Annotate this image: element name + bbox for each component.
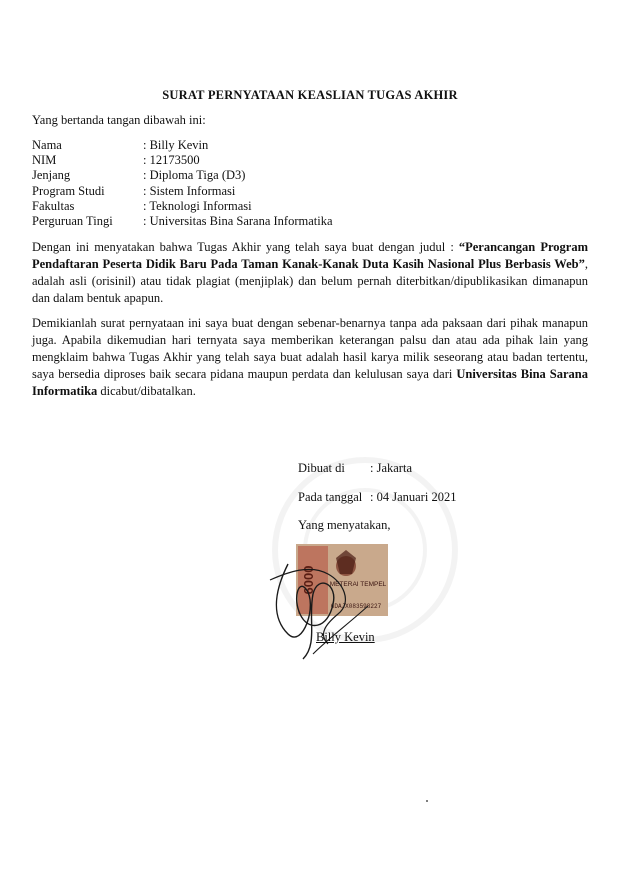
identity-value: : Sistem Informasi (143, 183, 236, 198)
date-value: : 04 Januari 2021 (370, 490, 457, 504)
identity-row (32, 153, 333, 168)
place-value: : Jakarta (370, 461, 412, 475)
place-row (298, 461, 412, 476)
identity-label: Jenjang (32, 168, 71, 183)
declaration-text: Dengan ini menyatakan bahwa Tugas Akhir yang telah saya buat dengan judul : (32, 240, 459, 254)
university-name: Universitas Bina Sarana Informatika (32, 367, 588, 398)
identity-label: Nama (32, 138, 62, 152)
place-label: Dibuat di (298, 461, 345, 475)
identity-table (32, 138, 333, 229)
signer-name: Billy Kevin (316, 630, 375, 644)
identity-row (32, 184, 333, 199)
date-label: Pada tanggal (298, 490, 363, 504)
stamp-code: 6DAJX083598227 (330, 603, 382, 610)
identity-label: NIM (32, 153, 57, 168)
handwritten-signature (258, 544, 408, 664)
stamp-amount: 6000 (301, 565, 316, 595)
identity-value: : 12173500 (143, 153, 200, 168)
thesis-title: “Perancangan Program Pendaftaran Peserta Didik Baru Pada Taman Kanak-Kanak Duta Kasih Nasional Plus Berbasis Web” (32, 240, 588, 271)
identity-value: : Diploma Tiga (D3) (143, 168, 246, 183)
identity-label: Fakultas (32, 198, 75, 213)
intro-text: Yang bertanda tangan dibawah ini: (32, 113, 206, 127)
declaration-text-end: , adalah asli (orisinil) atau tidak plagiat (menjiplak) dan belum pernah diterbitkan/dipublikasikan dimanapun dan dalam bentuk apapun. (32, 257, 588, 305)
identity-value: : Universitas Bina Sarana Informatika (143, 214, 333, 229)
closing-text: Yang menyatakan, (298, 518, 391, 532)
identity-value: : Billy Kevin (143, 138, 209, 152)
stamp-label: METERAI TEMPEL (329, 581, 387, 588)
declaration-paragraph (32, 239, 588, 307)
consequence-paragraph (32, 315, 588, 400)
consequence-text: Demikianlah surat pernyataan ini saya buat dengan sebenar-benarnya tanpa ada paksaan dari pihak manapun juga. Apabila dikemudian hari ternyata saya memberikan keterangan palsu dan atau ada pihak lain yang mengklaim bahwa Tugas Akhir yang telah saya buat adalah hasil karya milik seseorang atau badan tertentu, saya bersedia diproses baik secara pidana maupun perdata dan kelulusan saya dari (32, 316, 588, 381)
identity-label: Program Studi (32, 183, 105, 198)
identity-label: Perguruan Tingi (32, 214, 113, 229)
identity-row (32, 168, 333, 183)
identity-value: : Teknologi Informasi (143, 198, 252, 213)
date-row (298, 490, 456, 505)
identity-row (32, 214, 333, 229)
identity-row (32, 138, 333, 153)
identity-row (32, 199, 333, 214)
document-title: SURAT PERNYATAAN KEASLIAN TUGAS AKHIR (162, 88, 458, 102)
speck (426, 800, 428, 802)
consequence-text-end: dicabut/dibatalkan. (97, 384, 196, 398)
